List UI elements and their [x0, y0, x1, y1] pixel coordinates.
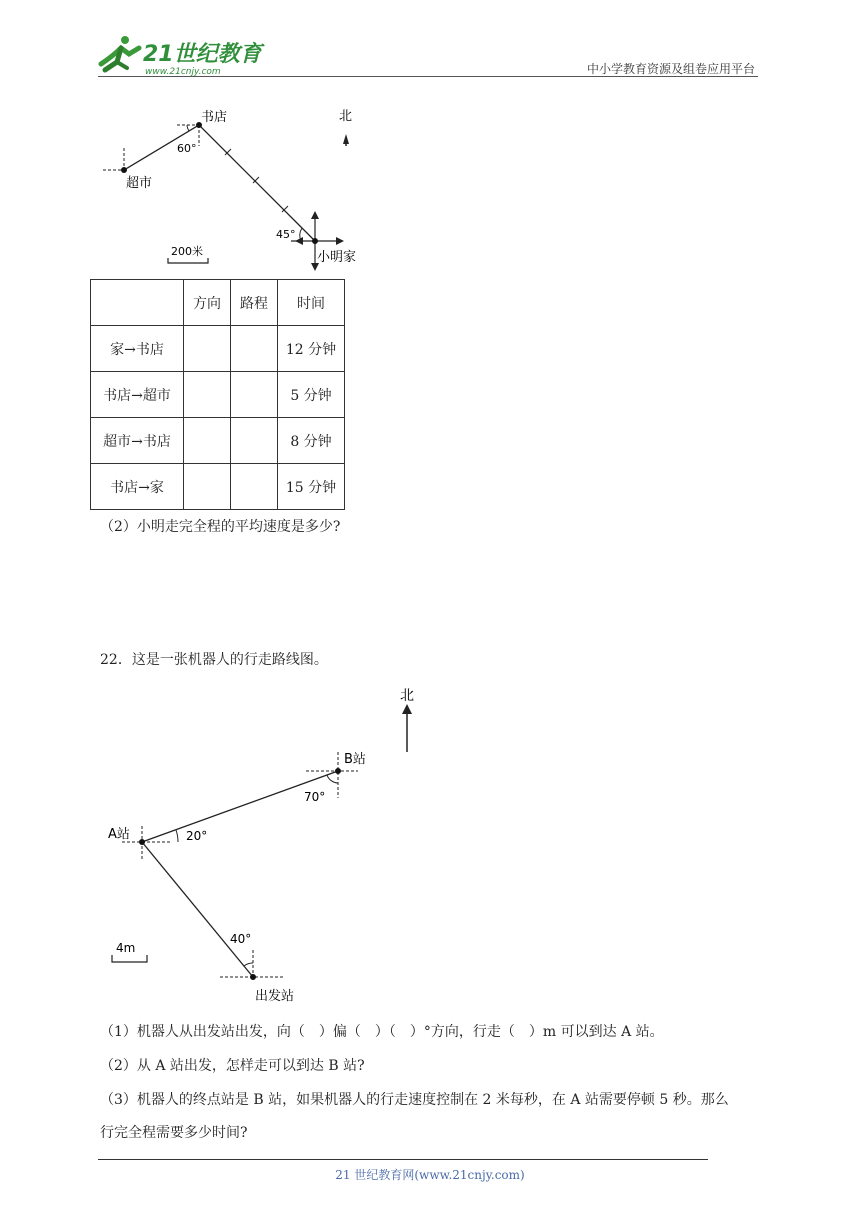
angle-45: 45° — [276, 228, 296, 241]
robot-route-map — [100, 680, 420, 1010]
direction-cell[interactable] — [184, 372, 231, 418]
table-row — [91, 464, 345, 510]
distance-cell[interactable] — [231, 418, 278, 464]
site-logo — [95, 34, 265, 76]
table-row — [91, 326, 345, 372]
label-station-a: A站 — [108, 827, 130, 842]
label-bookstore: 书店 — [201, 110, 228, 125]
angle-70: 70° — [304, 790, 326, 804]
distance-cell[interactable] — [231, 372, 278, 418]
label-north-2: 北 — [400, 688, 414, 704]
question-22-3-line2: 行完全程需要多少时间? — [100, 1125, 248, 1141]
table-header-cell: 方向 — [184, 280, 231, 326]
route-cell: 家→书店 — [91, 326, 184, 372]
table-header-row — [91, 280, 345, 326]
direction-cell[interactable] — [184, 418, 231, 464]
table-row — [91, 418, 345, 464]
table-header-cell: 时间 — [278, 280, 345, 326]
question-21-2: （2）小明走完全程的平均速度是多少? — [100, 519, 341, 535]
label-start-station: 出发站 — [255, 989, 295, 1004]
home-point — [312, 238, 318, 244]
label-home: 小明家 — [317, 250, 357, 265]
question-22-title: 22．这是一张机器人的行走路线图。 — [100, 652, 328, 668]
route-cell: 超市→书店 — [91, 418, 184, 464]
label-station-b: B站 — [344, 752, 366, 767]
distance-cell[interactable] — [231, 464, 278, 510]
logo-url: www.21cnjy.com — [145, 67, 221, 76]
time-cell: 8 分钟 — [278, 418, 345, 464]
label-north: 北 — [339, 109, 353, 124]
header-divider — [98, 76, 758, 77]
route-table — [90, 279, 345, 510]
time-cell: 5 分钟 — [278, 372, 345, 418]
station-a-point — [139, 839, 145, 845]
angle-60: 60° — [177, 142, 197, 155]
question-22-2: （2）从 A 站出发，怎样走可以到达 B 站? — [100, 1058, 365, 1074]
scale-label: 200米 — [171, 245, 203, 258]
scale-label-2: 4m — [116, 941, 136, 955]
runner-icon — [101, 36, 139, 70]
question-22-3-line1: （3）机器人的终点站是 B 站，如果机器人的行走速度控制在 2 米每秒，在 A 站需要停顿 5 秒。那么 — [100, 1092, 729, 1108]
route-cell: 书店→超市 — [91, 372, 184, 418]
time-cell: 15 分钟 — [278, 464, 345, 510]
time-cell: 12 分钟 — [278, 326, 345, 372]
question-22-1: （1）机器人从出发站出发，向（ ）偏（ ）（ ）°方向，行走（ ）m 可以到达 A 站。 — [100, 1024, 664, 1040]
route-map-1 — [95, 100, 385, 275]
header-platform-text: 中小学教育资源及组卷应用平台 — [586, 62, 755, 76]
route-cell: 书店→家 — [91, 464, 184, 510]
station-b-point — [335, 768, 341, 774]
angle-40: 40° — [230, 932, 252, 946]
supermarket-point — [121, 167, 127, 173]
direction-cell[interactable] — [184, 326, 231, 372]
direction-cell[interactable] — [184, 464, 231, 510]
angle-20: 20° — [186, 829, 208, 843]
label-supermarket: 超市 — [126, 176, 153, 191]
distance-cell[interactable] — [231, 326, 278, 372]
table-header-cell — [91, 280, 184, 326]
footer-text: 21 世纪教育网(www.21cnjy.com) — [335, 1168, 525, 1182]
start-station-point — [250, 974, 256, 980]
logo-text: 21世纪教育 — [143, 42, 262, 67]
table-header-cell: 路程 — [231, 280, 278, 326]
footer-divider — [98, 1159, 708, 1160]
table-row — [91, 372, 345, 418]
